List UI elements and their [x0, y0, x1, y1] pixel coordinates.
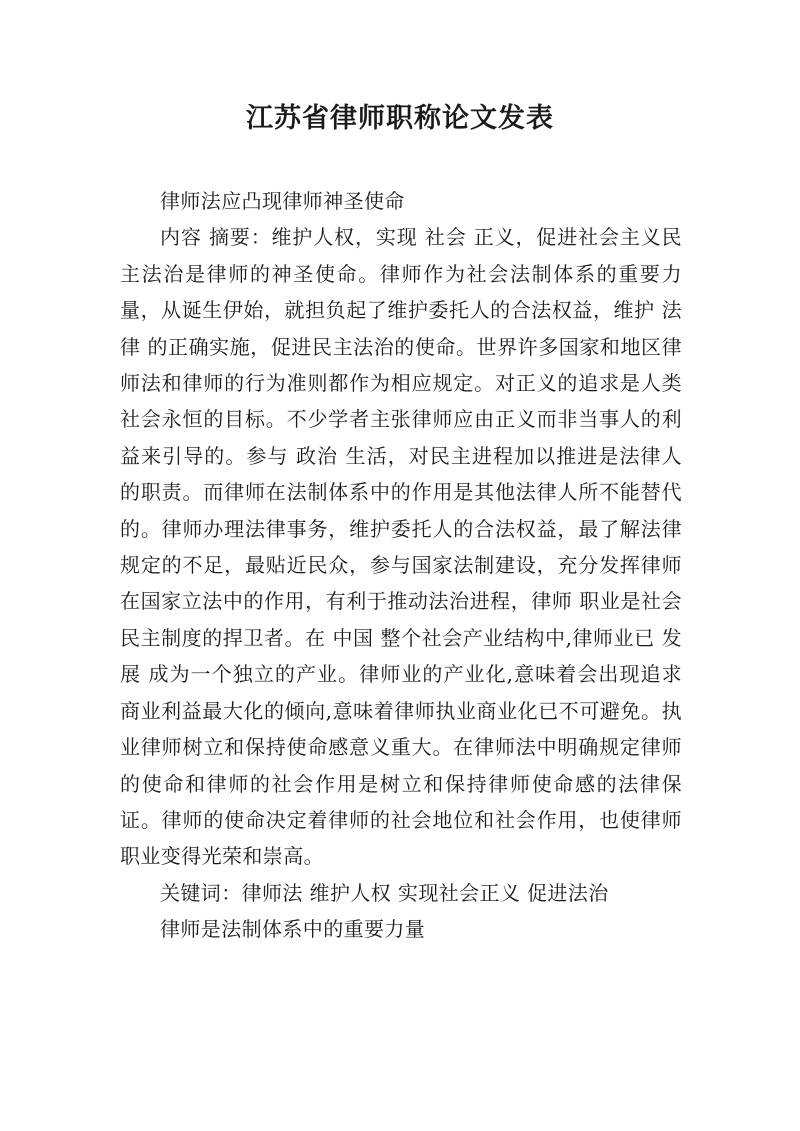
document-title: 江苏省律师职称论文发表: [246, 103, 554, 134]
keywords-line: 关键词：律师法 维护人权 实现社会正义 促进法治: [160, 880, 609, 905]
document-body: [120, 183, 682, 948]
article-subtitle: 律师法应凸现律师神圣使命: [160, 189, 405, 213]
section-heading: 律师是法制体系中的重要力量: [160, 917, 426, 942]
abstract-paragraph: 内容 摘要：维护人权，实现 社会 正义，促进社会主义民主法治是律师的神圣使命。律师作为社会法制体系的重要力量，从诞生伊始，就担负起了维护委托人的合法权益，维护 法律 的正确实施，促进民主法治的使命。世界许多国家和地区律师法和律师的行为准则都作为相应规定。对正义的追求是人类社会永恒的目标。不少学者主张律师应由正义而非当事人的利益来引导的。参与 政治 生活，对民主进程加以推进是法律人的职责。而律师在法制体系中的作用是其他法律人所不能替代的。律师办理法律事务，维护委托人的合法权益，最了解法律规定的不足，最贴近民众，参与国家法制建设，充分发挥律师在国家立法中的作用，有利于推动法治进程，律师 职业是社会民主制度的捍卫者。在 中国 整个社会产业结构中,律师业已 发展 成为一个独立的产业。律师业的产业化,意味着会出现追求商业利益最大化的倾向,意味着律师执业商业化已不可避免。执业律师树立和保持使命感意义重大。在律师法中明确规定律师的使命和律师的社会作用是树立和保持律师使命感的法律保证。律师的使命决定着律师的社会地位和社会作用，也使律师职业变得光荣和崇高。: [120, 225, 682, 869]
